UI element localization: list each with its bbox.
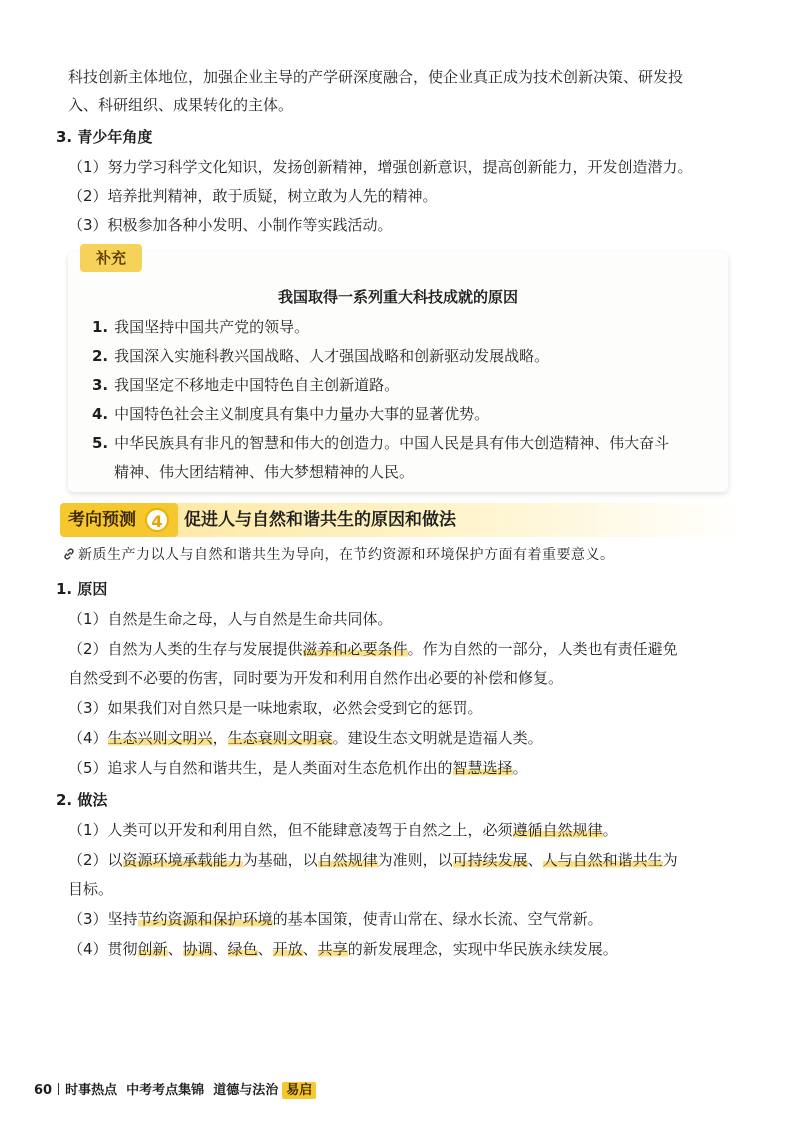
text: 的基本国策，使青山常在、绿水长流、空气常新。 <box>272 910 603 928</box>
highlight: 开放 <box>272 940 303 958</box>
reason-item-2-cont: 自然受到不必要的伤害，同时要为开发和利用自然作出必要的补偿和修复。 <box>68 669 564 687</box>
highlight: 资源环境承载能力 <box>122 851 243 869</box>
footer-series: 时事热点 <box>65 1083 118 1098</box>
supplement-item-3 <box>92 372 760 398</box>
item-number: 3. <box>92 376 109 394</box>
text: 、 <box>527 851 543 869</box>
section-title: 促进人与自然和谐共生的原因和做法 <box>184 510 456 530</box>
highlight: 绿色 <box>227 940 258 958</box>
highlight: 智慧选择 <box>452 759 513 777</box>
text: 、 <box>257 940 273 958</box>
reason-item-3: （3）如果我们对自然只是一味地索取，必然会受到它的惩罚。 <box>68 699 483 717</box>
item-number: 5. <box>92 434 109 452</box>
text: （1）人类可以开发和利用自然，但不能肆意凌驾于自然之上，必须 <box>68 821 513 839</box>
supplement-item-2 <box>92 343 760 369</box>
text: 、 <box>302 940 318 958</box>
youth-heading: 3. 青少年角度 <box>56 128 153 146</box>
highlight: 生态兴则文明兴 <box>107 729 213 747</box>
reason-item-1: （1）自然是生命之母，人与自然是生命共同体。 <box>68 610 393 628</box>
text: （2）自然为人类的生存与发展提供 <box>68 640 303 658</box>
text: （5）追求人与自然和谐共生，是人类面对生态危机作出的 <box>68 759 453 777</box>
item-text: 我国坚定不移地走中国特色自主创新道路。 <box>114 376 400 394</box>
supplement-tag: 补充 <box>80 244 142 272</box>
highlight: 自然规律 <box>317 851 378 869</box>
method-item-4 <box>68 936 760 962</box>
highlight: 生态衰则文明衰 <box>227 729 333 747</box>
intro-line-2: 入、科研组织、成果转化的主体。 <box>68 96 294 114</box>
method-item-2 <box>68 847 760 873</box>
supplement-title: 我国取得一系列重大科技成就的原因 <box>277 288 518 306</box>
item-text: 中国特色社会主义制度具有集中力量办大事的显著优势。 <box>114 405 490 423</box>
section-note-text: 新质生产力以人与自然和谐共生为导向，在节约资源和环境保护方面有着重要意义。 <box>78 547 615 563</box>
footer-book: 中考考点集锦 <box>126 1083 205 1098</box>
youth-item-3: （3）积极参加各种小发明、小制作等实践活动。 <box>68 216 393 234</box>
page-footer <box>34 1080 316 1102</box>
highlight: 人与自然和谐共生 <box>542 851 663 869</box>
text: （3）坚持 <box>68 910 138 928</box>
text: 。 <box>512 759 528 777</box>
page-number: 60 <box>34 1083 53 1098</box>
intro-line-1: 科技创新主体地位，加强企业主导的产学研深度融合，使企业真正成为技术创新决策、研发投 <box>68 68 684 86</box>
footer-separator <box>58 1083 59 1095</box>
item-number: 2. <box>92 347 109 365</box>
footer-brand: 易启 <box>282 1082 316 1099</box>
footer-subject: 道德与法治 <box>213 1083 279 1098</box>
supplement-item-5-cont: 精神、伟大团结精神、伟大梦想精神的人民。 <box>114 463 415 481</box>
text: （4） <box>68 729 108 747</box>
method-item-2-cont: 目标。 <box>68 880 114 898</box>
section-number: 4 <box>145 508 169 532</box>
text: 为基础，以 <box>242 851 318 869</box>
method-item-1 <box>68 817 760 843</box>
supplement-item-5 <box>92 430 760 456</box>
supplement-item-4 <box>92 401 760 427</box>
item-text: 我国深入实施科教兴国战略、人才强国战略和创新驱动发展战略。 <box>114 347 550 365</box>
text: ， <box>212 729 228 747</box>
item-number: 4. <box>92 405 109 423</box>
text: （4）贯彻 <box>68 940 138 958</box>
text: 。 <box>602 821 618 839</box>
highlight: 节约资源和保护环境 <box>137 910 273 928</box>
highlight: 协调 <box>182 940 213 958</box>
highlight: 滋养和必要条件 <box>302 640 408 658</box>
text: 。建设生态文明就是造福人类。 <box>332 729 543 747</box>
highlight: 可持续发展 <box>452 851 528 869</box>
text: 的新发展理念，实现中华民族永续发展。 <box>347 940 618 958</box>
item-text: 我国坚持中国共产党的领导。 <box>114 318 310 336</box>
highlight: 创新 <box>137 940 168 958</box>
highlight: 遵循自然规律 <box>512 821 603 839</box>
text: 、 <box>167 940 183 958</box>
section-label: 考向预测 <box>68 510 136 530</box>
reason-item-4 <box>68 725 760 751</box>
reason-item-5 <box>68 755 760 781</box>
youth-item-1: （1）努力学习科学文化知识，发扬创新精神，增强创新意识，提高创新能力，开发创造潜力。 <box>68 158 693 176</box>
item-number: 1. <box>92 318 109 336</box>
highlight: 共享 <box>317 940 348 958</box>
text: 、 <box>212 940 228 958</box>
reasons-heading: 1. 原因 <box>56 580 108 598</box>
item-text: 中华民族具有非凡的智慧和伟大的创造力。中国人民是具有伟大创造精神、伟大奋斗 <box>114 434 670 452</box>
text: 。作为自然的一部分，人类也有责任避免 <box>407 640 678 658</box>
supplement-item-1 <box>92 314 760 340</box>
link-icon <box>62 547 76 561</box>
reason-item-2 <box>68 636 760 662</box>
section-note <box>62 542 760 568</box>
text: 为 <box>662 851 678 869</box>
method-item-3 <box>68 906 760 932</box>
methods-heading: 2. 做法 <box>56 791 108 809</box>
text: 为准则，以 <box>377 851 453 869</box>
youth-item-2: （2）培养批判精神，敢于质疑，树立敢为人先的精神。 <box>68 187 438 205</box>
text: （2）以 <box>68 851 123 869</box>
